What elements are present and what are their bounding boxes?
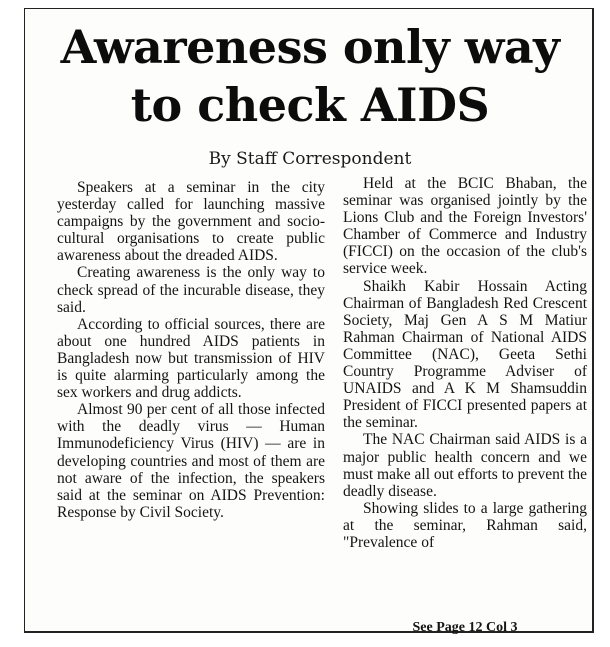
headline-line-1: Awareness only way <box>60 20 560 74</box>
right-column <box>343 175 587 551</box>
paragraph: Speakers at a seminar in the city yesterday called for launching massive campaigns by the government and socio-cultural organisations to create public awareness about the dreaded AIDS. <box>57 179 325 265</box>
newspaper-clipping <box>24 8 594 633</box>
paragraph: Held at the BCIC Bhaban, the seminar was organised jointly by the Lions Club and the Foreign Investors' Chamber of Commerce and Industry (FICCI) on the occasion of the club's service week. <box>343 175 587 278</box>
continuation-note: See Page 12 Col 3 <box>412 620 518 635</box>
paragraph: According to official sources, there are about one hundred AIDS patients in Bangladesh now but transmission of HIV is quite alarming particularly among the sex workers and drug addicts. <box>57 315 325 402</box>
headline-line-2: to check AIDS <box>130 78 490 132</box>
paragraph: The NAC Chairman said AIDS is a major public health concern and we must make all out efforts to prevent the deadly disease. <box>343 431 587 500</box>
paragraph: Creating awareness is the only way to check spread of the incurable disease, they said. <box>57 264 325 316</box>
paragraph: Shaikh Kabir Hossain Acting Chairman of Bangladesh Red Crescent Society, Maj Gen A S M Matiur Rahman Chairman of National AIDS Committee (NAC), Geeta Sethi Country Programme Adviser of UNAIDS and A K M Shamsuddin President of FICCI presented papers at the seminar. <box>343 277 587 432</box>
left-column <box>57 179 325 521</box>
paragraph: Almost 90 per cent of all those infected with the deadly virus — Human Immunodeficiency Virus (HIV) — are in developing countries and most of them are not aware of the infection, the speakers said at the seminar on AIDS Prevention: Response by Civil Society. <box>57 401 325 521</box>
paragraph: Showing slides to a large gathering at the seminar, Rahman said, "Prevalence of <box>343 499 587 551</box>
byline: By Staff Correspondent <box>208 149 412 169</box>
